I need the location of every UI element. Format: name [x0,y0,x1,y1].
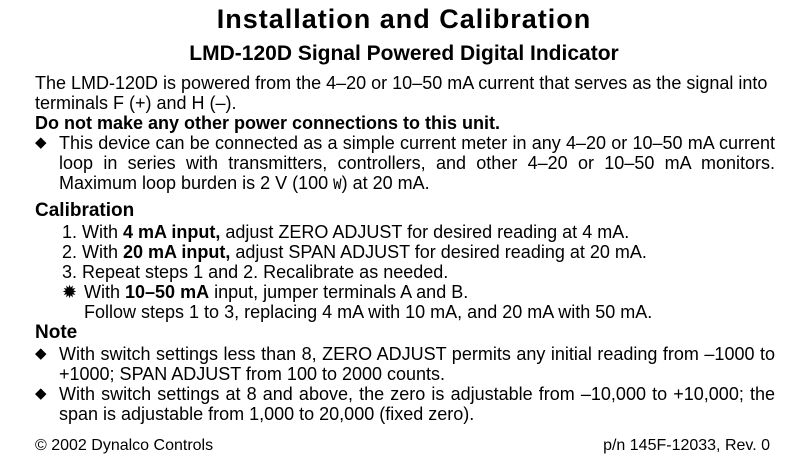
loop-bullet-main: This device can be connected as a simple current meter in any 4–20 or 10–50 mA current loop in series with transmitters, controllers, and other 4–20 or 10–50 mA monitors. Maximum loop burden is 2 V (100 [59,133,775,193]
intro-paragraph: The LMD-120D is powered from the 4–20 or 10–50 mA current that serves as the signal into terminals F (+) and H (–). [35,73,768,113]
part-number: p/n 145F-12033, Rev. 0 [603,437,770,454]
step1-bold: 4 mA input, [123,222,221,242]
loop-bullet-tail: ) at 20 mA. [341,173,430,193]
loop-bullet-text [59,133,775,195]
calibration-steps [35,222,775,322]
note-bullet-1 [35,344,775,384]
note-bullet-2-text: With switch settings at 8 and above, the zero is adjustable from –10,000 to +10,000; the span is adjustable from 1,000 to 20,000 (fixed zero). [59,384,775,424]
power-warning: Do not make any other power connections to this unit. [35,113,501,133]
calibration-step-1 [62,222,775,242]
calibration-step-4 [62,282,775,302]
calibration-step-2 [62,242,775,262]
step1-pre: 1. With [62,222,124,242]
calibration-step-4-followup: Follow steps 1 to 3, replacing 4 mA with 10 mA, and 20 mA with 50 mA. [84,302,653,322]
calibration-heading: Calibration [35,200,135,221]
note-bullet-2 [35,384,775,424]
page-footer [35,437,770,455]
loop-bullet [35,133,775,195]
ohm-unit: W [333,177,342,193]
note-heading: Note [35,322,78,343]
step1-post: adjust ZERO ADJUST for desired reading at 4 mA. [220,222,630,242]
step2-bold: 20 mA input, [123,242,231,262]
page-subtitle: LMD-120D Signal Powered Digital Indicator [189,42,619,65]
step4-bold: 10–50 mA [125,282,210,302]
calibration-step-3: 3. Repeat steps 1 and 2. Recalibrate as needed. [62,262,449,282]
diamond-bullet-icon: ◆ [35,134,47,151]
page-title: Installation and Calibration [216,4,592,34]
step2-pre: 2. With [62,242,124,262]
copyright-text: © 2002 Dynalco Controls [35,437,214,454]
step4-post: input, jumper terminals A and B. [209,282,469,302]
diamond-bullet-icon: ◆ [35,385,47,402]
step4-pre: With [84,282,126,302]
document-body [35,73,775,424]
note-bullet-1-text: With switch settings less than 8, ZERO ADJUST permits any initial reading from –1000 to +1000; SPAN ADJUST from 100 to 2000 counts. [59,344,775,384]
diamond-bullet-icon: ◆ [35,345,47,362]
step2-post: adjust SPAN ADJUST for desired reading at 20 mA. [230,242,647,262]
star-bullet-icon: ✹ [62,282,78,302]
